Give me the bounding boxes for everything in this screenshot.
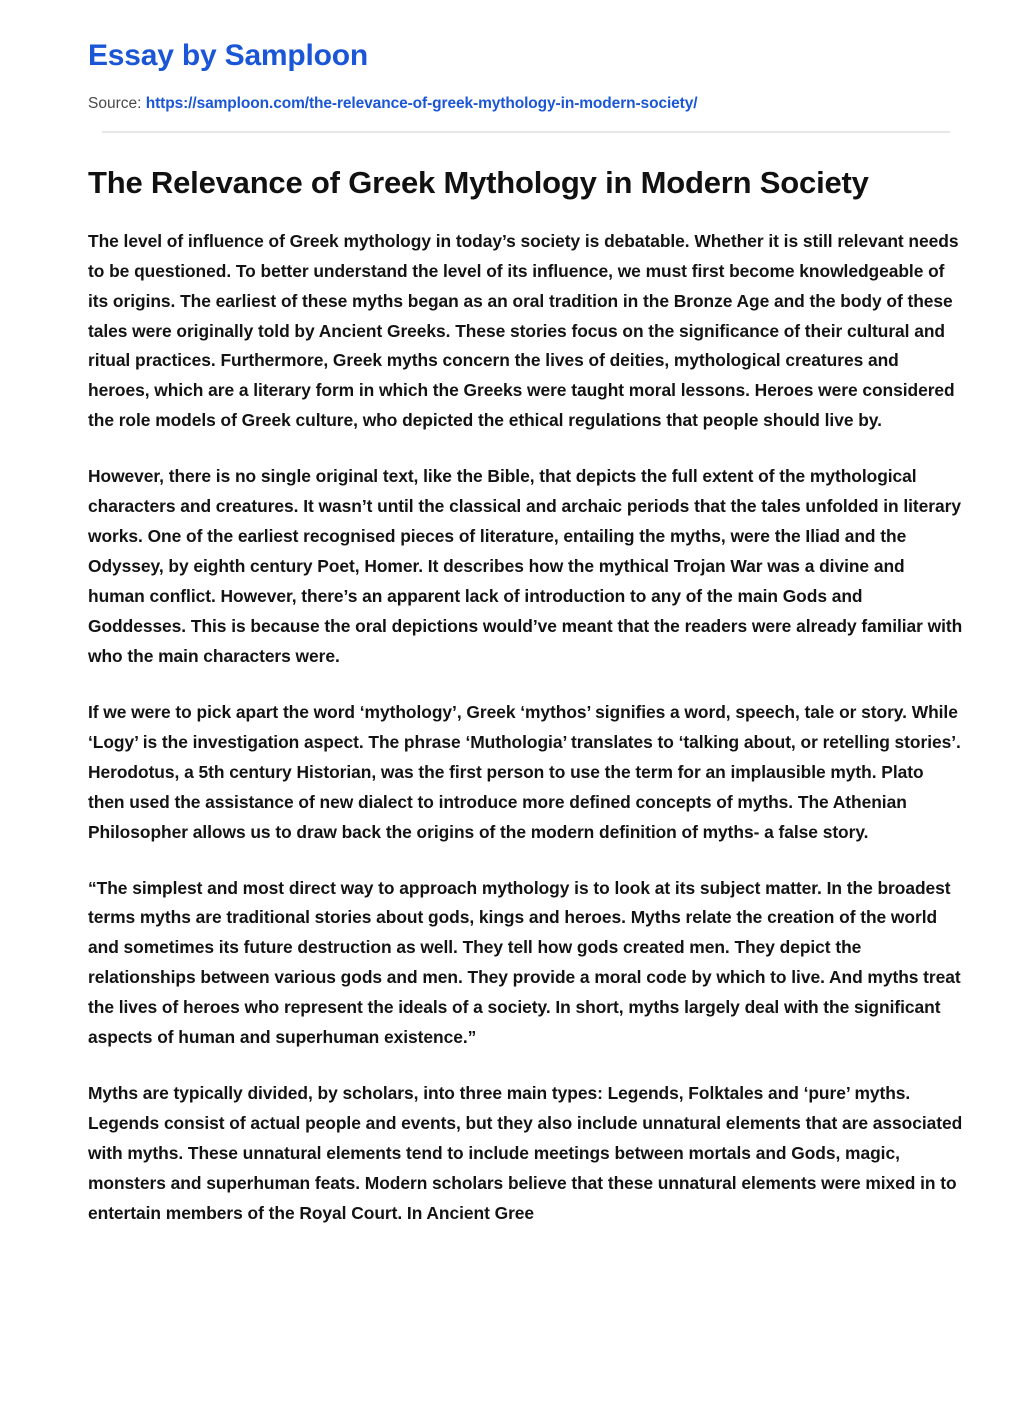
essay-body — [88, 205, 964, 1229]
source-label: Source: — [88, 95, 142, 112]
paragraph: Myths are typically divided, by scholars, into three main types: Legends, Folktales and ‘pure’ myths. Legends consist of actual people and events, but they also include unnatural elements that are associated with myths. These unnatural elements tend to include meetings between mortals and Gods, magic, monsters and superhuman feats. Modern scholars believe that these unnatural elements were mixed in to entertain members of the Royal Court. In Ancient Gree — [88, 1083, 963, 1223]
source-line — [88, 93, 964, 115]
paragraph: However, there is no single original text, like the Bible, that depicts the full extent of the mythological characters and creatures. It wasn’t until the classical and archaic periods that the tales unfolded in literary works. One of the earliest recognised pieces of literature, entailing the myths, were the Iliad and the Odyssey, by eighth century Poet, Homer. It describes how the mythical Trojan War was a divine and human conflict. However, there’s an apparent lack of introduction to any of the main Gods and Goddesses. This is because the oral depictions would’ve meant that the readers were already familiar with who the main characters were. — [88, 466, 963, 666]
paragraph: If we were to pick apart the word ‘mythology’, Greek ‘mythos’ signifies a word, speech, tale or story. While ‘Logy’ is the investigation aspect. The phrase ‘Muthologia’ translates to ‘talking about, or retelling stories’. Herodotus, a 5th century Historian, was the first person to use the term for an implausible myth. Plato then used the assistance of new dialect to introduce more defined concepts of myths. The Athenian Philosopher allows us to draw back the origins of the modern definition of myths- a false story. — [88, 701, 961, 842]
page-header — [88, 0, 964, 133]
page-title: The Relevance of Greek Mythology in Modern Society — [88, 164, 869, 200]
header-divider — [102, 131, 950, 133]
paragraph: The level of influence of Greek mythology in today’s society is debatable. Whether it is still relevant needs to be questioned. To better understand the level of its influence, we must first become knowledgeable of its origins. The earliest of these myths began as an oral tradition in the Bronze Age and the body of these tales were originally told by Ancient Greeks. These stories focus on the significance of their cultural and ritual practices. Furthermore, Greek myths concern the lives of deities, mythological creatures and heroes, which are a literary form in which the Greeks were taught moral lessons. Heroes were considered the role models of Greek culture, who depicted the ethical regulations that people should live by. — [88, 230, 959, 431]
brand-title: Essay by Samploon — [88, 39, 369, 72]
paragraph: “The simplest and most direct way to approach mythology is to look at its subject matter. In the broadest terms myths are traditional stories about gods, kings and heroes. Myths relate the creation of the world and sometimes its future destruction as well. They tell how gods created men. They depict the relationships between various gods and men. They provide a moral code by which to live. And myths treat the lives of heroes who represent the ideals of a society. In short, myths largely deal with the significant aspects of human and superhuman existence.” — [88, 877, 961, 1048]
source-url-link[interactable]: https://samploon.com/the-relevance-of-greek-mythology-in-modern-society/ — [145, 95, 698, 112]
